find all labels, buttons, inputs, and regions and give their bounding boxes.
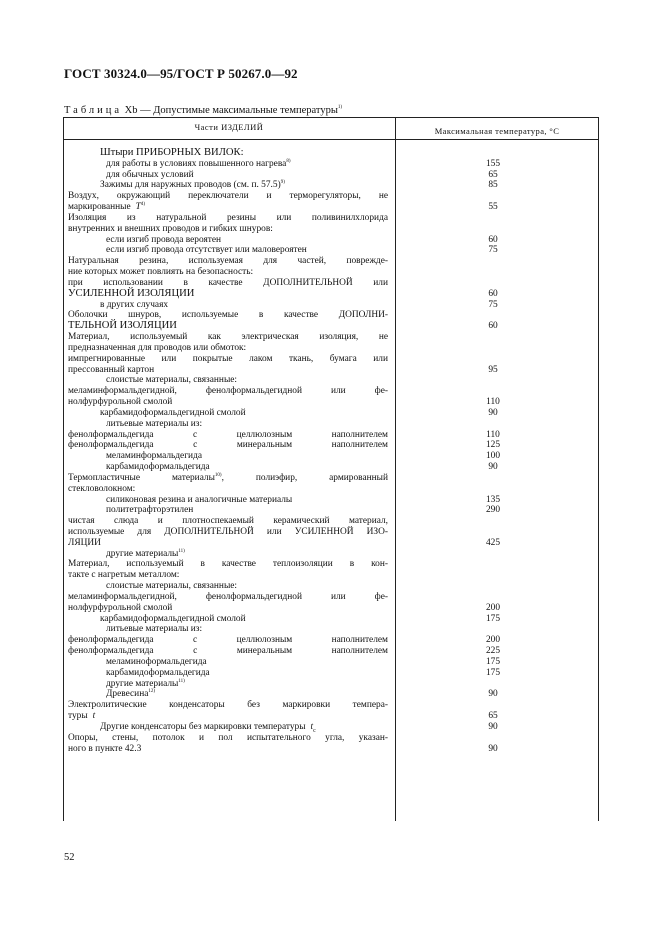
- table-row: [64, 170, 599, 181]
- row-label: [68, 430, 388, 441]
- row-label: [100, 148, 244, 159]
- row-label: [68, 559, 388, 570]
- row-text: в других случаях: [100, 299, 169, 310]
- row-label: [106, 495, 292, 506]
- table-header-parts: Части ИЗДЕЛИЙ: [194, 122, 264, 132]
- table-row: [64, 191, 599, 202]
- row-text: фенолформальдегида с целлюлозным наполнителем: [68, 635, 388, 646]
- row-label: [68, 570, 179, 581]
- row-temperature-value: 60: [488, 288, 498, 299]
- row-text: если изгиб провода вероятен: [106, 234, 222, 245]
- row-text: УСИЛЕННОЙ ИЗОЛЯЦИИ: [68, 287, 195, 299]
- row-text-continued: , полиэфир, армированный: [221, 472, 388, 483]
- row-label: [106, 159, 290, 170]
- temperature-symbol: t: [92, 711, 96, 722]
- row-label: [106, 657, 207, 668]
- table-row: [64, 733, 599, 744]
- row-temperature-value: 225: [485, 646, 501, 657]
- table-row: [64, 148, 599, 159]
- row-text: Штыри ПРИБОРНЫХ ВИЛОК:: [100, 147, 244, 158]
- row-footnote-ref: 4): [140, 202, 146, 208]
- row-label: [106, 581, 237, 592]
- table-row: [64, 505, 599, 516]
- table-row: [64, 603, 599, 614]
- row-text: Электролитические конденсаторы без маркировки темпера-: [68, 700, 388, 711]
- row-label: [106, 451, 202, 462]
- row-temperature-value: 135: [485, 494, 501, 505]
- table-row: [64, 224, 599, 235]
- row-label: [68, 224, 273, 235]
- table-row: [64, 180, 599, 191]
- table-row: [64, 332, 599, 343]
- row-label: [106, 462, 210, 473]
- row-footnote-ref: 10): [214, 472, 222, 478]
- row-label: [68, 538, 101, 549]
- row-label: [100, 408, 246, 419]
- table-row: [64, 495, 599, 506]
- row-text: внутренних и внешних проводов и гибких шнуров:: [68, 223, 273, 234]
- table-row: [64, 354, 599, 365]
- table-row: [64, 202, 599, 213]
- row-text: меламинформальдегида: [106, 451, 202, 462]
- row-text: такте с нагретым металлом:: [68, 570, 180, 581]
- row-text: Оболочки шнуров, используемые в качестве ДОПОЛНИ-: [68, 310, 388, 321]
- table-row: [64, 159, 599, 170]
- row-label: [68, 213, 388, 224]
- row-label: [68, 733, 388, 744]
- row-text: стекловолокном:: [68, 483, 136, 494]
- row-temperature-value: 75: [488, 245, 498, 256]
- table-row: [64, 624, 599, 635]
- row-temperature-value: 425: [485, 537, 501, 548]
- row-temperature-value: 175: [485, 667, 501, 678]
- table-row: [64, 570, 599, 581]
- row-temperature-value: 155: [485, 158, 501, 169]
- row-label: [100, 180, 285, 191]
- row-label: [68, 397, 172, 408]
- row-label: [68, 321, 177, 332]
- row-label: [68, 256, 388, 267]
- row-temperature-value: 90: [488, 407, 498, 418]
- row-label: [68, 191, 388, 202]
- row-label: [68, 646, 388, 657]
- row-temperature-value: 90: [488, 743, 498, 754]
- table-row: [64, 321, 599, 332]
- table-row: [64, 657, 599, 668]
- table-row: [64, 689, 599, 700]
- row-footnote-ref: 11): [178, 548, 185, 554]
- table-row: [64, 484, 599, 495]
- row-text: импрегнированные или покрытые лаком ткань, бумага или: [68, 353, 388, 364]
- table-caption: [64, 105, 342, 116]
- temperature-symbol: t: [310, 721, 314, 732]
- row-text: нолфурфурольной смолой: [68, 397, 173, 408]
- table-caption-note: 1): [337, 105, 343, 110]
- row-temperature-value: 100: [485, 451, 501, 462]
- row-text: ние которых может повлиять на безопасность:: [68, 267, 254, 278]
- row-label: [100, 614, 246, 625]
- table-caption-label: Таблица: [64, 105, 123, 116]
- table-row: [64, 462, 599, 473]
- page-number: 52: [64, 852, 75, 863]
- row-temperature-value: 55: [488, 202, 498, 213]
- row-text: для работы в условиях повышенного нагрева: [106, 158, 287, 169]
- row-text: меламинформальдегидной, фенолформальдегидной или фе-: [68, 591, 388, 602]
- row-text: нолфурфурольной смолой: [68, 602, 173, 613]
- table-row: [64, 256, 599, 267]
- row-text: карбамидоформальдегидной смолой: [100, 613, 246, 624]
- row-label: [106, 549, 185, 560]
- row-text: фенолформальдегида с целлюлозным наполнителем: [68, 429, 388, 440]
- table-row: [64, 375, 599, 386]
- table-row: [64, 722, 599, 733]
- row-label: [68, 527, 388, 538]
- row-label: [68, 386, 388, 397]
- table-row: [64, 300, 599, 311]
- row-temperature-value: 60: [488, 234, 498, 245]
- table-row: [64, 451, 599, 462]
- row-text: меламиноформальдегида: [106, 656, 207, 667]
- row-text: Древесина: [106, 689, 149, 700]
- row-label: [106, 419, 202, 430]
- row-text: карбамидоформальдегида: [106, 462, 210, 473]
- row-text: Опоры, стены, потолок и пол испытательного угла, указан-: [68, 732, 388, 743]
- row-temperature-value: 65: [488, 169, 498, 180]
- row-footnote-ref: 9): [280, 180, 285, 186]
- row-label: [68, 343, 246, 354]
- row-text: литьевые материалы из:: [106, 418, 203, 429]
- row-text: Материал, используемый в качестве теплоизоляции в кон-: [68, 559, 388, 570]
- row-text: при использовании в качестве ДОПОЛНИТЕЛЬНОЙ или: [68, 277, 388, 288]
- table-caption-number: Xb: [124, 105, 138, 116]
- row-temperature-value: 95: [488, 364, 498, 375]
- row-text: ЛЯЦИИ: [68, 537, 101, 548]
- row-text: Термопластичные материалы: [68, 472, 215, 483]
- row-footnote-ref: 8): [286, 158, 291, 164]
- table-row: [64, 700, 599, 711]
- row-label: [106, 170, 194, 181]
- row-text: слоистые материалы, связанные:: [106, 581, 238, 592]
- row-text: маркированные: [68, 202, 131, 213]
- table-row: [64, 581, 599, 592]
- row-label: [68, 332, 388, 343]
- table-row: [64, 440, 599, 451]
- row-label: [106, 689, 155, 700]
- table-row: [64, 213, 599, 224]
- row-text: используемые для ДОПОЛНИТЕЛЬНОЙ или УСИЛЕННОЙ ИЗО-: [68, 526, 388, 537]
- row-temperature-value: 75: [488, 299, 498, 310]
- row-label: [68, 592, 388, 603]
- row-temperature-value: 110: [486, 429, 500, 440]
- row-footnote-ref: 12): [148, 689, 156, 695]
- row-text: прессованный картон: [68, 364, 155, 375]
- row-label: [68, 484, 135, 495]
- row-text: политетрафторэтилен: [106, 505, 194, 516]
- row-label: [106, 375, 237, 386]
- row-temperature-value: 290: [485, 505, 501, 516]
- row-label: [68, 267, 253, 278]
- row-label: [68, 516, 388, 527]
- row-text: туры: [68, 711, 88, 722]
- row-label: [100, 300, 168, 311]
- row-temperature-value: 90: [488, 689, 498, 700]
- row-label: [68, 603, 172, 614]
- row-label: [68, 289, 194, 300]
- table-row: [64, 668, 599, 679]
- row-temperature-value: 110: [486, 397, 500, 408]
- row-temperature-value: 125: [485, 440, 501, 451]
- table-row: [64, 516, 599, 527]
- row-text: меламинформальдегидной, фенолформальдегидной или фе-: [68, 386, 388, 397]
- table-row: [64, 549, 599, 560]
- table-row: [64, 365, 599, 376]
- row-label: [68, 635, 388, 646]
- table-caption-title: — Допустимые максимальные температуры: [137, 105, 338, 116]
- row-label: [106, 505, 193, 516]
- row-text: фенолформальдегида с минеральным наполнителем: [68, 440, 388, 451]
- row-text: ного в пункте 42.3: [68, 743, 142, 754]
- row-label: [68, 473, 388, 484]
- row-label: [106, 245, 307, 256]
- table-row: [64, 245, 599, 256]
- table-row: [64, 419, 599, 430]
- table-row: [64, 408, 599, 419]
- table-row: [64, 711, 599, 722]
- table-row: [64, 614, 599, 625]
- document-header: ГОСТ 30324.0—95/ГОСТ Р 50267.0—92: [64, 66, 298, 81]
- table-row: [64, 646, 599, 657]
- table-row: [64, 386, 599, 397]
- row-temperature-value: 85: [488, 180, 498, 191]
- row-label: [68, 202, 145, 213]
- row-label: [68, 700, 388, 711]
- table-header-divider: [63, 139, 599, 140]
- row-label: [68, 365, 154, 376]
- row-label: [106, 668, 210, 679]
- row-text: фенолформальдегида с минеральным наполнителем: [68, 646, 388, 657]
- row-text: чистая слюда и плотноспекаемый керамический материал,: [68, 516, 388, 527]
- table-row: [64, 635, 599, 646]
- row-temperature-value: 200: [485, 602, 501, 613]
- row-text: предназначенная для проводов или обмоток:: [68, 342, 247, 353]
- row-footnote-ref: 11): [178, 678, 185, 684]
- row-text: для обычных условий: [106, 169, 194, 180]
- row-label: [68, 744, 141, 755]
- temperature-symbol: T: [135, 202, 141, 213]
- table-row: [64, 430, 599, 441]
- table-row: [64, 538, 599, 549]
- row-subscript: c: [313, 727, 316, 734]
- row-text: ТЕЛЬНОЙ ИЗОЛЯЦИИ: [68, 320, 177, 332]
- row-temperature-value: 200: [485, 635, 501, 646]
- row-text: Другие конденсаторы без маркировки температуры: [100, 721, 306, 732]
- row-text: Зажимы для наружных проводов (см. п. 57.5): [100, 180, 281, 191]
- row-text: карбамидоформальдегида: [106, 667, 210, 678]
- row-text: другие материалы: [106, 678, 179, 689]
- table-border-top: [63, 117, 599, 118]
- row-text: если изгиб провода отсутствует или маловероятен: [106, 245, 307, 256]
- table-row: [64, 527, 599, 538]
- table-row: [64, 559, 599, 570]
- row-text: слоистые материалы, связанные:: [106, 375, 238, 386]
- table-row: [64, 343, 599, 354]
- table-row: [64, 235, 599, 246]
- table-row: [64, 397, 599, 408]
- table-row: [64, 679, 599, 690]
- row-text: Материал, используемый как электрическая изоляция, не: [68, 332, 388, 343]
- row-label: [68, 711, 95, 722]
- row-label: [106, 235, 221, 246]
- row-text: карбамидоформальдегидной смолой: [100, 407, 246, 418]
- row-label: [68, 440, 388, 451]
- row-text: Изоляция из натуральной резины или поливинилхлорида: [68, 212, 388, 223]
- row-temperature-value: 175: [485, 613, 501, 624]
- table-row: [64, 473, 599, 484]
- row-temperature-value: 90: [488, 721, 498, 732]
- row-text: литьевые материалы из:: [106, 624, 203, 635]
- row-temperature-value: 65: [488, 711, 498, 722]
- table-header-max-temperature: Максимальная температура, °С: [434, 126, 560, 136]
- table-row: [64, 267, 599, 278]
- row-text: другие материалы: [106, 548, 179, 559]
- table-row: [64, 592, 599, 603]
- row-label: [106, 624, 202, 635]
- row-temperature-value: 90: [488, 462, 498, 473]
- row-label: [106, 679, 185, 690]
- row-text: Натуральная резина, используемая для частей, повреждe-: [68, 256, 388, 267]
- row-temperature-value: 175: [485, 656, 501, 667]
- table-row: [64, 744, 599, 755]
- row-text: Воздух, окружающий переключатели и терморегуляторы, не: [68, 191, 388, 202]
- table-row: [64, 289, 599, 300]
- row-label: [68, 354, 388, 365]
- table-body: [64, 148, 599, 754]
- row-text: силиконовая резина и аналогичные материалы: [106, 494, 293, 505]
- row-temperature-value: 60: [488, 321, 498, 332]
